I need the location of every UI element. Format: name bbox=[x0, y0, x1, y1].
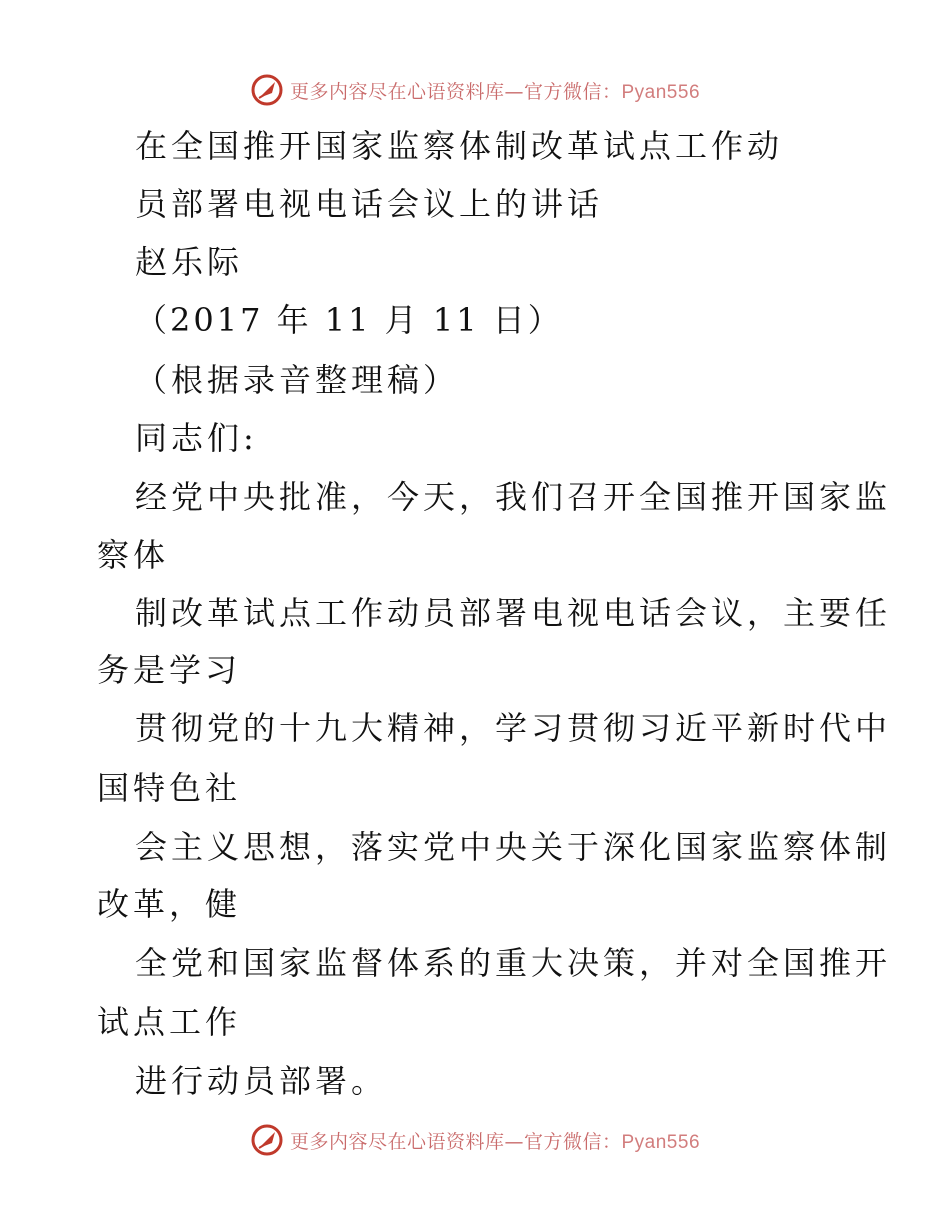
watermark-header bbox=[0, 70, 950, 110]
document-author: 赵乐际 bbox=[135, 243, 244, 281]
body-line: 贯彻党的十九大精神，学习贯彻习近平新时代中 bbox=[135, 709, 892, 747]
body-line: 国特色社 bbox=[97, 769, 242, 807]
watermark-label: 更多内容尽在心语资料库—官方微信：Pyan556 bbox=[289, 1130, 701, 1153]
body-line: 察体 bbox=[97, 536, 170, 574]
body-line: 务是学习 bbox=[97, 651, 242, 689]
document-title-line-1: 在全国推开国家监察体制改革试点工作动 bbox=[135, 127, 784, 165]
watermark-wechat-id: Pyan556 bbox=[621, 1131, 701, 1153]
watermark-footer bbox=[0, 1120, 950, 1160]
body-line: 全党和国家监督体系的重大决策，并对全国推开 bbox=[135, 944, 892, 982]
body-line: 会主义思想，落实党中央关于深化国家监察体制 bbox=[135, 828, 892, 866]
body-line: 制改革试点工作动员部署电视电话会议，主要任 bbox=[135, 594, 892, 632]
watermark-wechat-id: Pyan556 bbox=[621, 81, 701, 103]
document-date: （2017 年 11 月 11 日） bbox=[135, 301, 563, 339]
body-line: 经党中央批准，今天，我们召开全国推开国家监 bbox=[135, 478, 892, 516]
body-line: 试点工作 bbox=[97, 1003, 242, 1041]
quill-logo-icon bbox=[250, 1123, 284, 1157]
document-note: （根据录音整理稿） bbox=[135, 361, 460, 399]
body-line: 进行动员部署。 bbox=[135, 1062, 388, 1100]
document-salutation: 同志们: bbox=[135, 419, 258, 457]
quill-logo-icon bbox=[250, 73, 284, 107]
document-title-line-2: 员部署电视电话会议上的讲话 bbox=[135, 185, 604, 223]
watermark-label: 更多内容尽在心语资料库—官方微信：Pyan556 bbox=[289, 80, 701, 103]
body-line: 改革，健 bbox=[97, 885, 242, 923]
